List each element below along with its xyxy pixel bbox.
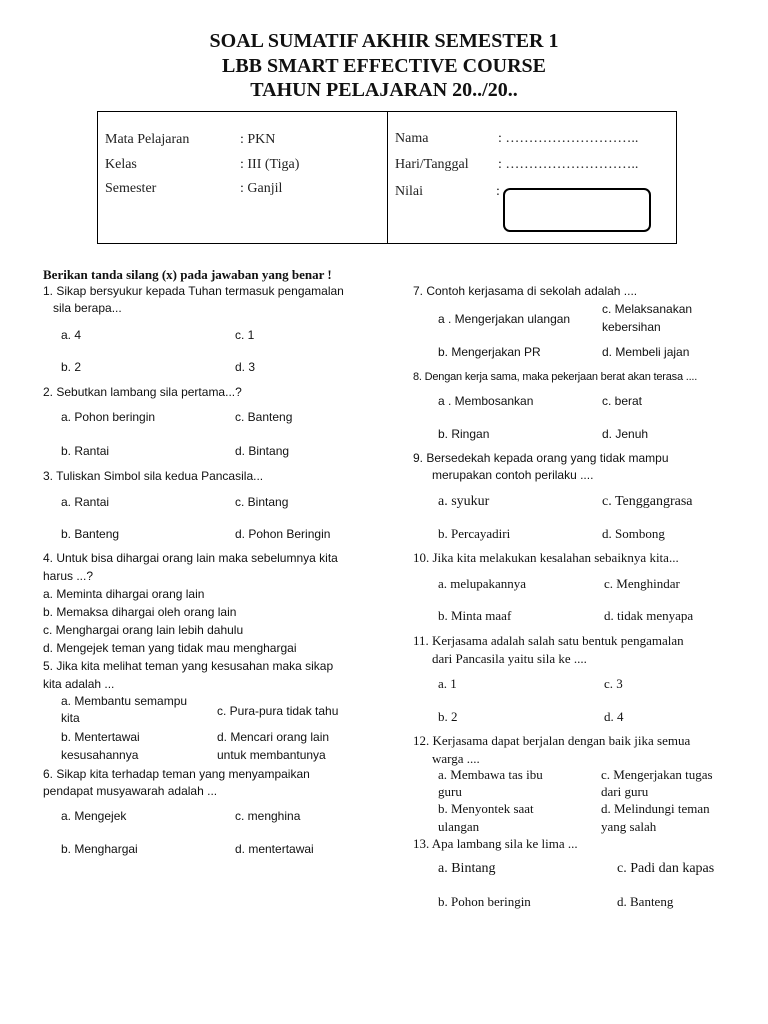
- question-6-cont: pendapat musyawarah adalah ...: [43, 784, 218, 798]
- q5-option-a[interactable]: a. Membantu semampu: [61, 694, 188, 708]
- q2-option-a[interactable]: a. Pohon beringin: [61, 410, 156, 424]
- question-4: 4. Untuk bisa dihargai orang lain maka sebelumnya kita: [43, 551, 338, 565]
- q12-option-d-cont: yang salah: [601, 819, 657, 834]
- question-11-cont: dari Pancasila yaitu sila ke ....: [432, 651, 587, 666]
- q11-option-a[interactable]: a. 1: [438, 676, 457, 691]
- question-2: 2. Sebutkan lambang sila pertama...?: [43, 385, 242, 399]
- q8-option-d[interactable]: d. Jenuh: [602, 427, 649, 441]
- q5-option-b-cont: kesusahannya: [61, 748, 139, 762]
- question-1: 1. Sikap bersyukur kepada Tuhan termasuk pengamalan: [43, 284, 344, 298]
- question-12: 12. Kerjasama dapat berjalan dengan baik jika semua: [413, 733, 691, 748]
- question-3: 3. Tuliskan Simbol sila kedua Pancasila...: [43, 469, 264, 483]
- q9-option-a[interactable]: a. syukur: [438, 494, 490, 509]
- name-field[interactable]: : ………………………..: [498, 131, 639, 146]
- semester-label: Semester: [105, 181, 157, 196]
- question-5: 5. Jika kita melihat teman yang kesusahan maka sikap: [43, 659, 334, 673]
- q2-option-c[interactable]: c. Banteng: [235, 410, 293, 424]
- q10-option-b[interactable]: b. Minta maaf: [438, 608, 512, 623]
- q1-option-a[interactable]: a. 4: [61, 328, 82, 342]
- q5-option-d-cont: untuk membantunya: [217, 748, 326, 762]
- subject-value: : PKN: [240, 132, 276, 147]
- q1-option-b[interactable]: b. 2: [61, 360, 82, 374]
- q3-option-d[interactable]: d. Pohon Beringin: [235, 527, 331, 541]
- q7-option-d[interactable]: d. Membeli jajan: [602, 345, 690, 359]
- q7-option-b[interactable]: b. Mengerjakan PR: [438, 345, 541, 359]
- q6-option-a[interactable]: a. Mengejek: [61, 809, 127, 823]
- q5-option-d[interactable]: d. Mencari orang lain: [217, 730, 330, 744]
- q13-option-b[interactable]: b. Pohon beringin: [438, 894, 531, 909]
- course-name: LBB SMART EFFECTIVE COURSE: [222, 55, 546, 77]
- q11-option-d[interactable]: d. 4: [604, 709, 624, 724]
- subject-label: Mata Pelajaran: [105, 132, 190, 147]
- score-label: Nilai: [395, 184, 423, 199]
- q5-option-a-cont: kita: [61, 711, 80, 725]
- q13-option-a[interactable]: a. Bintang: [438, 861, 496, 876]
- question-13: 13. Apa lambang sila ke lima ...: [413, 836, 578, 851]
- q12-option-b-cont: ulangan: [438, 819, 480, 834]
- q13-option-d[interactable]: d. Banteng: [617, 894, 674, 909]
- question-10: 10. Jika kita melakukan kesalahan sebaiknya kita...: [413, 550, 679, 565]
- q4-option-b[interactable]: b. Memaksa dihargai oleh orang lain: [43, 605, 237, 619]
- q4-option-c[interactable]: c. Menghargai orang lain lebih dahulu: [43, 623, 244, 637]
- question-8: 8. Dengan kerja sama, maka pekerjaan berat akan terasa ....: [413, 371, 698, 383]
- q13-option-c[interactable]: c. Padi dan kapas: [617, 861, 715, 876]
- question-7: 7. Contoh kerjasama di sekolah adalah ....: [413, 284, 638, 298]
- q9-option-b[interactable]: b. Percayadiri: [438, 526, 511, 541]
- q3-option-a[interactable]: a. Rantai: [61, 495, 110, 509]
- q11-option-c[interactable]: c. 3: [604, 676, 623, 691]
- q12-option-c-cont: dari guru: [601, 784, 649, 799]
- q2-option-b[interactable]: b. Rantai: [61, 444, 110, 458]
- name-label: Nama: [395, 131, 429, 146]
- q3-option-c[interactable]: c. Bintang: [235, 495, 289, 509]
- q1-option-c[interactable]: c. 1: [235, 328, 255, 342]
- score-box[interactable]: [503, 188, 651, 232]
- q12-option-a-cont: guru: [438, 784, 462, 799]
- class-label: Kelas: [105, 157, 137, 172]
- question-6: 6. Sikap kita terhadap teman yang menyampaikan: [43, 767, 310, 781]
- q3-option-b[interactable]: b. Banteng: [61, 527, 120, 541]
- q6-option-d[interactable]: d. mentertawai: [235, 842, 314, 856]
- q9-option-c[interactable]: c. Tenggangrasa: [602, 494, 693, 509]
- question-5-cont: kita adalah ...: [43, 677, 115, 691]
- question-4-cont: harus ...?: [43, 569, 94, 583]
- q4-option-a[interactable]: a. Meminta dihargai orang lain: [43, 587, 205, 601]
- q7-option-a[interactable]: a . Mengerjakan ulangan: [438, 312, 571, 326]
- q9-option-d[interactable]: d. Sombong: [602, 526, 665, 541]
- q5-option-b[interactable]: b. Mentertawai: [61, 730, 140, 744]
- exam-title: SOAL SUMATIF AKHIR SEMESTER 1: [209, 30, 559, 52]
- q1-option-d[interactable]: d. 3: [235, 360, 256, 374]
- q7-option-c[interactable]: c. Melaksanakan: [602, 302, 693, 316]
- instruction: Berikan tanda silang (x) pada jawaban yang benar !: [43, 267, 332, 282]
- q10-option-a[interactable]: a. melupakannya: [438, 576, 527, 591]
- q12-option-a[interactable]: a. Membawa tas ibu: [438, 767, 543, 782]
- date-label: Hari/Tanggal: [395, 157, 469, 172]
- q8-option-b[interactable]: b. Ringan: [438, 427, 490, 441]
- q10-option-d[interactable]: d. tidak menyapa: [604, 608, 694, 623]
- q12-option-b[interactable]: b. Menyontek saat: [438, 801, 534, 816]
- academic-year: TAHUN PELAJARAN 20../20..: [250, 79, 518, 101]
- q6-option-c[interactable]: c. menghina: [235, 809, 301, 823]
- class-value: : III (Tiga): [240, 157, 300, 172]
- q10-option-c[interactable]: c. Menghindar: [604, 576, 680, 591]
- date-field[interactable]: : ………………………..: [498, 157, 639, 172]
- q12-option-c[interactable]: c. Mengerjakan tugas: [601, 767, 713, 782]
- question-1-cont: sila berapa...: [53, 301, 122, 315]
- question-9-cont: merupakan contoh perilaku ....: [432, 468, 594, 482]
- q4-option-d[interactable]: d. Mengejek teman yang tidak mau menghargai: [43, 641, 297, 655]
- q7-option-c-cont: kebersihan: [602, 320, 661, 334]
- semester-value: : Ganjil: [240, 181, 283, 196]
- q8-option-c[interactable]: c. berat: [602, 394, 643, 408]
- q2-option-d[interactable]: d. Bintang: [235, 444, 290, 458]
- question-12-cont: warga ....: [432, 751, 480, 766]
- q11-option-b[interactable]: b. 2: [438, 709, 458, 724]
- q12-option-d[interactable]: d. Melindungi teman: [601, 801, 710, 816]
- question-9: 9. Bersedekah kepada orang yang tidak mampu: [413, 451, 669, 465]
- student-info-box: [97, 111, 677, 244]
- q5-option-c[interactable]: c. Pura-pura tidak tahu: [217, 704, 339, 718]
- q6-option-b[interactable]: b. Menghargai: [61, 842, 138, 856]
- score-colon: :: [496, 184, 500, 199]
- q8-option-a[interactable]: a . Membosankan: [438, 394, 534, 408]
- question-11: 11. Kerjasama adalah salah satu bentuk pengamalan: [413, 633, 684, 648]
- info-divider: [387, 112, 388, 243]
